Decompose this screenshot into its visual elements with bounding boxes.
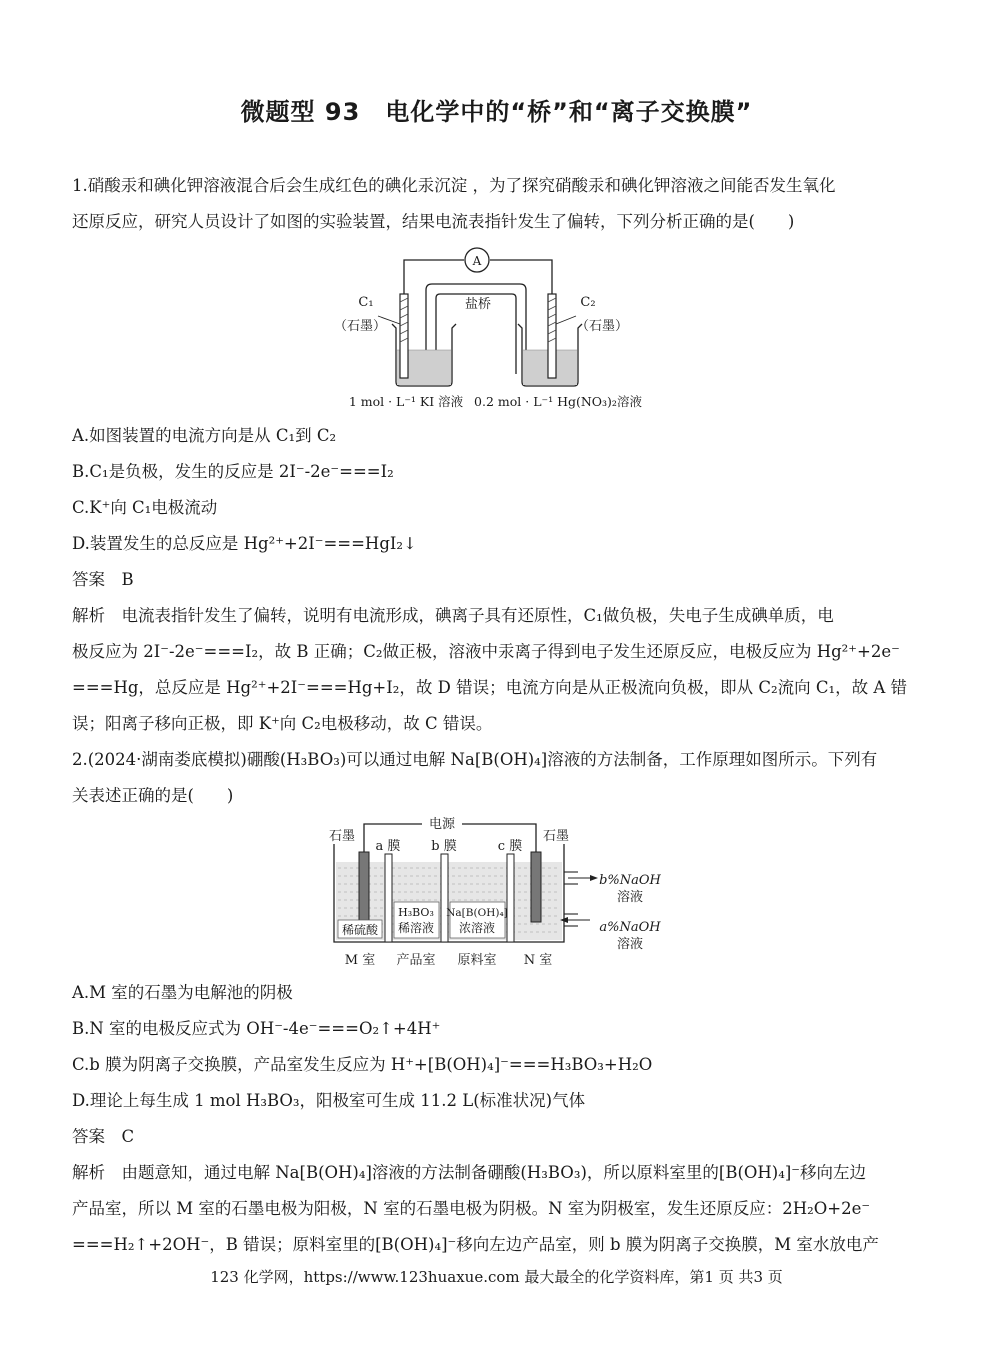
ammeter-label: A [472,254,482,268]
right-solution-label: 0.2 mol · L⁻¹ Hg(NO₃)₂溶液 [474,394,642,409]
membrane-a-label: a 膜 [375,839,401,854]
room-n-label: N 室 [523,953,553,968]
c2-label: C₂ [580,295,596,310]
c1-note: （石墨） [333,319,387,334]
salt-bridge-label: 盐桥 [464,297,492,312]
q1-stem-line-1: 1.硝酸汞和碘化钾溶液混合后会生成红色的碘化汞沉淀 ，为了探究硝酸汞和碘化钾溶液之间能否发生氧化 [72,176,836,195]
q1-analysis-line-4: 误；阳离子移向正极，即 K⁺向 C₂电极移动，故 C 错误。 [72,714,493,733]
q2-option-c: C.b 膜为阴离子交换膜，产品室发生反应为 H⁺+[B(OH)₄]⁻===H₃BO₃+H₂O [72,1055,653,1074]
q2-options [72,975,924,1263]
q2-analysis-line-2: 产品室，所以 M 室的石墨电极为阳极，N 室的石墨电极为阴极。N 室为阴极室，发生还原反应：2H₂O+2e⁻ [72,1199,871,1218]
membrane-a [385,854,392,942]
cell2-label-1: H₃BO₃ [398,906,434,919]
cell3-label-2: 浓溶液 [458,921,496,935]
outlet-label-1: b%NaOH [599,873,661,888]
cell1-label: 稀硫酸 [341,923,379,937]
q2-option-b: B.N 室的电极反应式为 OH⁻-4e⁻===O₂↑+4H⁺ [72,1019,441,1038]
q2-stem-line-1: 2.(2024·湖南娄底模拟)硼酸(H₃BO₃)可以通过电解 Na[B(OH)₄]溶液的方法制备，工作原理如图所示。下列有 [72,750,878,769]
q1-figure-galvanic-cell [330,246,670,416]
q2-option-a: A.M 室的石墨为电解池的阴极 [72,983,293,1002]
left-solution-label: 1 mol · L⁻¹ KI 溶液 [348,394,464,409]
q2-answer: 答案 C [72,1127,135,1146]
membrane-b [441,854,448,942]
q2-analysis-line-1: 解析 由题意知，通过电解 Na[B(OH)₄]溶液的方法制备硼酸(H₃BO₃)，所以原料室里的[B(OH)₄]⁻移向左边 [72,1163,866,1182]
right-graphite-label: 石墨 [542,829,570,844]
outlet-label-2: 溶液 [616,890,644,905]
room-raw-label: 原料室 [457,953,497,968]
page-title: 微题型 93 电化学中的“桥”和“离子交换膜” [240,98,753,126]
q1-options [72,418,924,814]
q2-option-d: D.理论上每生成 1 mol H₃BO₃，阳极室可生成 11.2 L(标准状况)气体 [72,1091,586,1110]
right-graphite-electrode [531,852,541,922]
power-label: 电源 [428,817,456,832]
inlet-label-1: a%NaOH [599,920,661,935]
left-graphite-label: 石墨 [328,829,356,844]
c2-note: （石墨） [575,319,629,334]
membrane-c-label: c 膜 [497,839,523,854]
q1-option-b: B.C₁是负极，发生的反应是 2I⁻-2e⁻===I₂ [72,462,394,481]
q1-stem-line-2: 还原反应，研究人员设计了如图的实验装置，结果电流表指针发生了偏转，下列分析正确的是( ) [72,212,795,231]
q2-analysis-line-3: ===H₂↑+2OH⁻，B 错误；原料室里的[B(OH)₄]⁻移向左边产品室，则 b 膜为阴离子交换膜，M 室水放电产 [72,1235,879,1254]
q1-analysis-line-3: ===Hg，总反应是 Hg²⁺+2I⁻===Hg+I₂，故 D 错误；电流方向是从正极流向负极，即从 C₂流向 C₁，故 A 错 [72,678,907,697]
q1-analysis-line-1: 解析 电流表指针发生了偏转，说明有电流形成，碘离子具有还原性，C₁做负极，失电子生成碘单质，电 [72,606,834,625]
room-product-label: 产品室 [396,953,436,968]
q1-answer: 答案 B [72,570,134,589]
q1-option-c: C.K⁺向 C₁电极流动 [72,498,218,517]
cell3-label-1: Na[B(OH)₄] [446,907,508,919]
q1-option-a: A.如图装置的电流方向是从 C₁到 C₂ [72,426,337,445]
membrane-c [507,854,514,942]
inlet-label-2: 溶液 [616,937,644,952]
cell2-label-2: 稀溶液 [397,921,435,935]
q2-figure-electrolysis-cell [322,810,672,975]
q1-analysis-line-2: 极反应为 2I⁻-2e⁻===I₂，故 B 正确；C₂做正极，溶液中汞离子得到电子发生还原反应，电极反应为 Hg²⁺+2e⁻ [72,642,900,661]
c1-label: C₁ [358,295,374,310]
membrane-b-label: b 膜 [431,839,457,854]
question-1 [72,168,924,240]
page-footer: 123 化学网，https://www.123huaxue.com 最大最全的化学资料库，第1 页 共3 页 [210,1268,783,1286]
q2-stem-line-2: 关表述正确的是( ) [72,786,234,805]
q1-option-d: D.装置发生的总反应是 Hg²⁺+2I⁻===HgI₂↓ [72,534,417,553]
room-m-label: M 室 [344,953,376,968]
left-graphite-electrode [359,852,369,922]
